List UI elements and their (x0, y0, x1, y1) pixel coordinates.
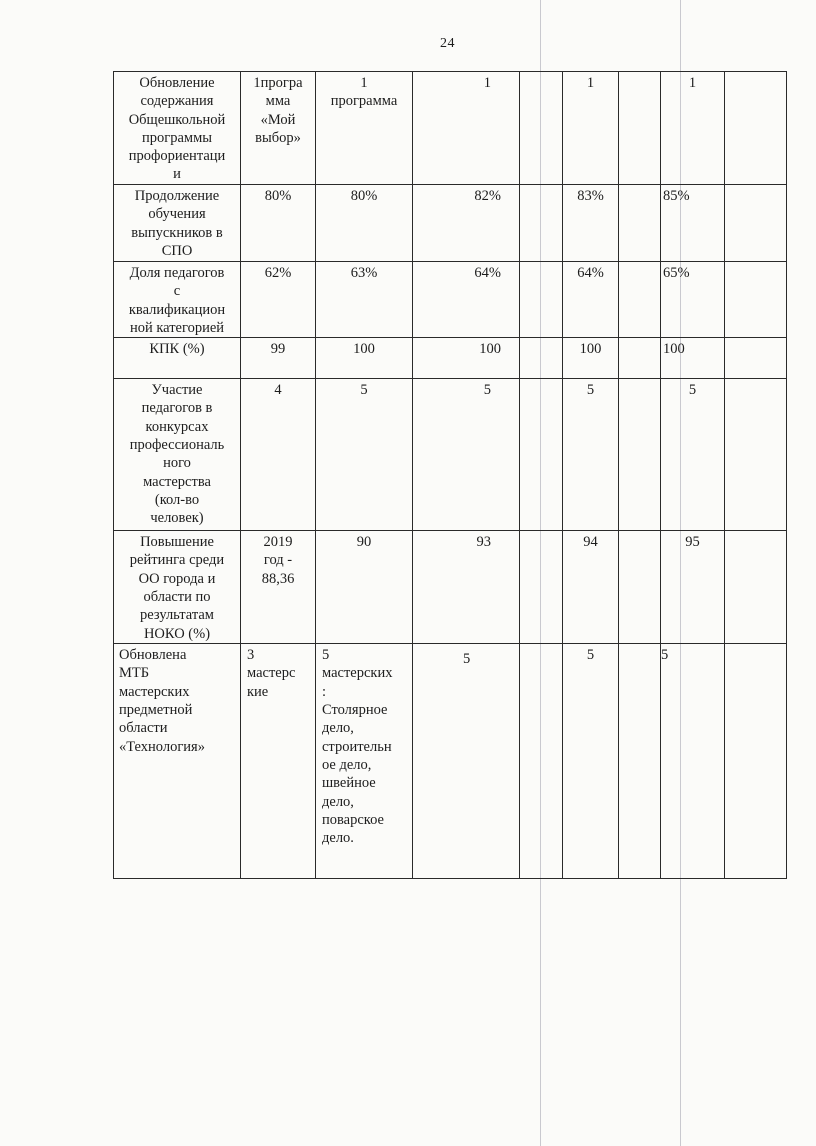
year1-value-cell: 63% (316, 262, 413, 338)
year1-value-cell: 1 программа (316, 72, 413, 185)
empty-cell (725, 185, 787, 262)
table-row (114, 644, 787, 879)
year2-value-cell: 1 (413, 72, 520, 185)
empty-cell (619, 338, 661, 379)
empty-cell (725, 72, 787, 185)
empty-cell (619, 644, 661, 879)
year3-value-cell: 83% (563, 185, 619, 262)
table-row (114, 72, 787, 185)
empty-cell (520, 262, 563, 338)
empty-cell (520, 379, 563, 531)
indicator-cell: КПК (%) (114, 338, 241, 379)
indicator-cell: Повышение рейтинга среди ОО города и области по результатам НОКО (%) (114, 531, 241, 644)
year2-value-cell: 64% (413, 262, 520, 338)
empty-cell (619, 379, 661, 531)
empty-cell (619, 531, 661, 644)
indicator-cell: Участие педагогов в конкурсах профессиональ ного мастерства (кол-во человек) (114, 379, 241, 531)
indicator-cell: Обновлена МТБ мастерских предметной области «Технология» (114, 644, 241, 879)
table-row (114, 262, 787, 338)
year1-value-cell: 100 (316, 338, 413, 379)
year2-value-cell: 5 (413, 644, 520, 879)
table-row (114, 531, 787, 644)
base-value-cell: 62% (241, 262, 316, 338)
indicator-cell: Обновление содержания Общешкольной программы профориентаци и (114, 72, 241, 185)
indicator-cell: Доля педагогов с квалификацион ной категорией (114, 262, 241, 338)
page-number: 24 (440, 36, 455, 51)
empty-cell (520, 338, 563, 379)
year2-value-cell: 100 (413, 338, 520, 379)
empty-cell (520, 72, 563, 185)
year3-value-cell: 100 (563, 338, 619, 379)
base-value-cell: 80% (241, 185, 316, 262)
year4-value-cell: 95 (661, 531, 725, 644)
indicators-table (113, 71, 787, 879)
empty-cell (725, 262, 787, 338)
indicator-cell: Продолжение обучения выпускников в СПО (114, 185, 241, 262)
year4-value-cell: 5 (661, 644, 725, 879)
base-value-cell: 3 мастерс кие (241, 644, 316, 879)
year4-value-cell: 65% (661, 262, 725, 338)
year3-value-cell: 1 (563, 72, 619, 185)
year4-value-cell: 85% (661, 185, 725, 262)
year1-value-cell: 5 мастерских : Столярное дело, строительн ое дело, швейное дело, поварское дело. (316, 644, 413, 879)
base-value-cell: 1програ мма «Мой выбор» (241, 72, 316, 185)
year3-value-cell: 5 (563, 644, 619, 879)
empty-cell (725, 338, 787, 379)
year3-value-cell: 5 (563, 379, 619, 531)
empty-cell (520, 185, 563, 262)
empty-cell (619, 262, 661, 338)
year4-value-cell: 100 (661, 338, 725, 379)
year4-value-cell: 1 (661, 72, 725, 185)
year2-value-cell: 93 (413, 531, 520, 644)
base-value-cell: 2019 год - 88,36 (241, 531, 316, 644)
year1-value-cell: 5 (316, 379, 413, 531)
empty-cell (619, 72, 661, 185)
empty-cell (725, 531, 787, 644)
empty-cell (619, 185, 661, 262)
year1-value-cell: 90 (316, 531, 413, 644)
year2-value-cell: 82% (413, 185, 520, 262)
empty-cell (725, 644, 787, 879)
year3-value-cell: 64% (563, 262, 619, 338)
table-row (114, 185, 787, 262)
year4-value-cell: 5 (661, 379, 725, 531)
empty-cell (520, 644, 563, 879)
empty-cell (520, 531, 563, 644)
table-row (114, 338, 787, 379)
base-value-cell: 99 (241, 338, 316, 379)
year2-value-cell: 5 (413, 379, 520, 531)
year3-value-cell: 94 (563, 531, 619, 644)
table-row (114, 379, 787, 531)
base-value-cell: 4 (241, 379, 316, 531)
empty-cell (725, 379, 787, 531)
year1-value-cell: 80% (316, 185, 413, 262)
